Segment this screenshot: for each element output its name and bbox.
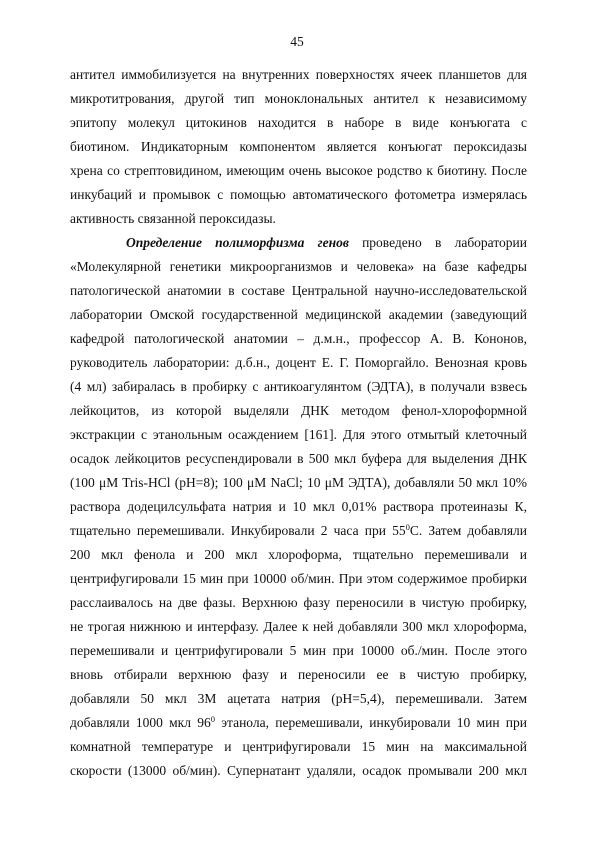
text-line [70,187,527,203]
line-text: хрена со стрептовидином, имеющим очень высокое родство к биотину. После [70,163,527,178]
line-text: центрифугировали 15 мин при 10000 об/мин. При этом содержимое пробирки [70,571,527,586]
line-text: расслаивалось на две фазы. Верхнюю фазу переносили в чистую пробирку, [70,595,527,610]
line-text: вновь отбирали верхнюю фазу и переносили ее в чистую пробирку, [70,667,527,682]
line-text: добавляли 1000 мкл 96 [70,715,211,730]
text-line [70,91,527,107]
text-line [70,115,527,131]
text-line [70,667,527,683]
line-text: этанола, перемешивали, инкубировали 10 мин при [214,715,527,730]
text-line [70,331,527,347]
line-text: руководитель лаборатории: д.б.н., доцент Е. Г. Поморгайло. Венозная кровь [70,355,527,370]
page-number: 45 [290,34,304,49]
text-line [70,139,527,155]
text-line [70,475,527,491]
line-text: лейкоцитов, из которой выделяли ДНК методом фенол-хлороформной [70,403,527,418]
line-text: тщательно перемешивали. Инкубировали 2 часа при 55 [70,523,406,538]
text-line [70,163,527,179]
line-text: добавляли 50 мкл 3М ацетата натрия (pH=5,4), перемешивали. Затем [70,691,527,706]
text-line [70,427,527,443]
line-text: антител иммобилизуется на внутренних поверхностях ячеек планшетов для [70,67,527,82]
text-line [70,643,527,659]
text-line [70,715,527,731]
line-text: активность связанной пероксидазы. [70,211,276,226]
line-text: биотином. Индикаторным компонентом является конъюгат пероксидазы [70,139,527,154]
line-text: патологической анатомии в составе Центральной научно-исследовательской [70,283,527,298]
text-line [70,547,527,563]
line-text: перемешивали и центрифугировали 5 мин при 10000 об./мин. После этого [70,643,527,658]
line-text: (4 мл) забиралась в пробирку с антикоагулянтом (ЭДТА), в получали взвесь [70,379,527,394]
paragraph-first-line [126,235,527,251]
line-text: проведено в лаборатории [348,235,527,250]
superscript-degree: 0 [405,523,410,532]
text-line [70,283,527,299]
text-line [70,355,527,371]
text-line [70,379,527,395]
text-line [70,259,527,275]
line-text: микротитрования, другой тип моноклональных антител к независимому [70,91,527,106]
text-line [70,595,527,611]
text-line [70,307,527,323]
section-heading-inline: Определение полиморфизма генов [126,235,349,250]
line-text: лаборатории Омской государственной медицинской академии (заведующий [70,307,527,322]
text-line [70,451,527,467]
text-line [70,499,527,515]
text-line [70,619,527,635]
line-text: кафедрой патологической анатомии – д.м.н., профессор А. В. Кононов, [70,331,527,346]
superscript-degree: 0 [210,715,215,724]
text-line [70,571,527,587]
line-text: эпитопу молекул цитокинов находится в наборе в виде конъюгата с [70,115,527,130]
line-text: не трогая нижнюю и интерфазу. Далее к ней добавляли 300 мкл хлороформа, [70,619,527,634]
text-line [70,403,527,419]
line-text: «Молекулярной генетики микроорганизмов и человека» на базе кафедры [70,259,527,274]
text-line [70,763,527,779]
line-text: экстракции с этанольным осаждением [161]. Для этого отмытый клеточный [70,427,527,442]
line-text: инкубаций и промывок с помощью автоматического фотометра измерялась [70,187,527,202]
line-text: комнатной температуре и центрифугировали 15 мин на максимальной [70,739,527,754]
text-line [70,691,527,707]
line-text: раствора додецилсульфата натрия и 10 мкл 0,01% раствора протеиназы К, [70,499,527,514]
line-text: скорости (13000 об/мин). Супернатант удаляли, осадок промывали 200 мкл [70,763,527,778]
line-text: С. Затем добавляли [409,523,527,538]
text-line [70,523,527,539]
line-text: (100 μM Tris-HCl (pH=8); 100 μM NaCl; 10 μM ЭДТА), добавляли 50 мкл 10% [70,475,527,490]
text-line [70,739,527,755]
line-text: 200 мкл фенола и 200 мкл хлороформа, тщательно перемешивали и [70,547,527,562]
line-text: осадок лейкоцитов ресуспендировали в 500 мкл буфера для выделения ДНК [70,451,527,466]
text-line [70,211,527,227]
text-line [70,67,527,83]
